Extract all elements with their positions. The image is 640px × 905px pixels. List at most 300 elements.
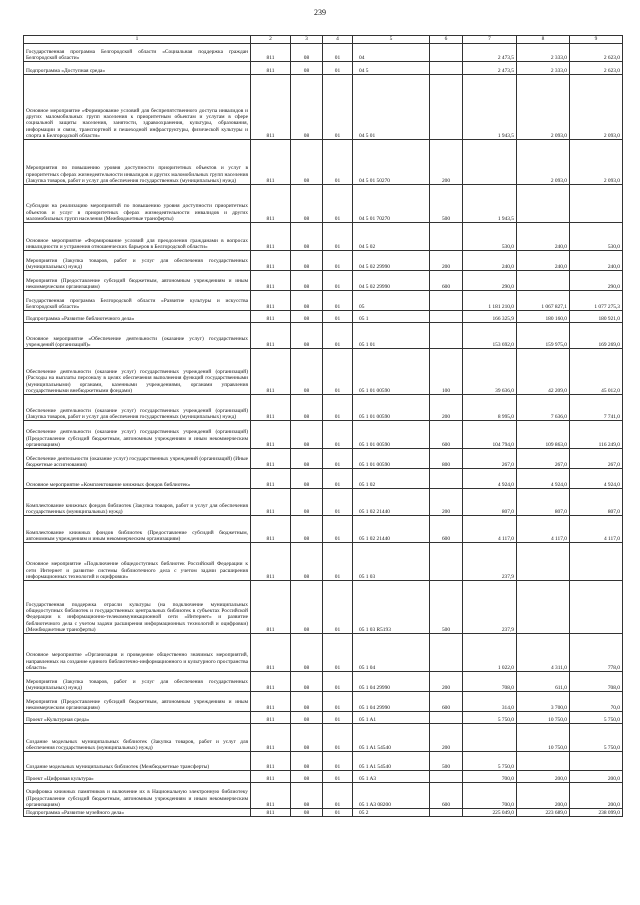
section-code: 08 <box>291 543 323 581</box>
subsection-code: 01 <box>323 271 353 291</box>
ministry-code: 811 <box>251 449 291 469</box>
subsection-code: 01 <box>323 185 353 223</box>
amount-year-1: 5 750,0 <box>463 752 517 771</box>
page-number: 239 <box>314 8 326 17</box>
subsection-code: 01 <box>323 223 353 251</box>
amount-year-2 <box>517 581 570 634</box>
amount-year-2: 240,0 <box>517 223 570 251</box>
target-article-code: 04 5 02 29990 <box>353 271 430 291</box>
target-article-code: 05 2 <box>353 809 430 817</box>
table-row <box>24 323 623 349</box>
table-row <box>24 581 623 634</box>
col-header: 4 <box>323 36 353 44</box>
subsection-code: 01 <box>323 421 353 449</box>
subsection-code: 01 <box>323 809 353 817</box>
subsection-code: 01 <box>323 311 353 323</box>
subsection-code: 01 <box>323 449 353 469</box>
ministry-code: 811 <box>251 724 291 752</box>
row-description: Комплектование книжных фондов библиотек (Предоставление субсидий бюджетным, автономным учреждениям и иным некоммерческим организациям) <box>24 516 251 543</box>
section-code: 08 <box>291 489 323 516</box>
table-row <box>24 44 623 62</box>
subsection-code: 01 <box>323 672 353 692</box>
row-description: Субсидии на реализацию мероприятий по повышению уровня доступности приоритетных объектов и услуг в приоритетных сферах жизнедеятельности инвалидов и других маломобильных групп населения (Межбюджетные трансферты) <box>24 185 251 223</box>
section-code: 08 <box>291 291 323 311</box>
section-code: 08 <box>291 349 323 395</box>
ministry-code: 811 <box>251 291 291 311</box>
expense-type-code: 200 <box>430 140 463 185</box>
amount-year-1: 39 636,0 <box>463 349 517 395</box>
section-code: 08 <box>291 44 323 62</box>
ministry-code: 811 <box>251 44 291 62</box>
amount-year-3 <box>570 752 623 771</box>
table-row <box>24 251 623 271</box>
subsection-code: 01 <box>323 771 353 783</box>
target-article-code: 05 1 01 <box>353 323 430 349</box>
ministry-code: 811 <box>251 469 291 489</box>
expense-type-code <box>430 469 463 489</box>
row-description: Оцифровка книжных памятников и включение их в Национальную электронную библиотеку (Предоставление субсидий бюджетным, автономным учреждениям и иным некоммерческим организациям) <box>24 783 251 809</box>
section-code: 08 <box>291 223 323 251</box>
subsection-code: 01 <box>323 543 353 581</box>
amount-year-2: 10 750,0 <box>517 724 570 752</box>
table-row <box>24 349 623 395</box>
ministry-code: 811 <box>251 75 291 140</box>
row-description: Обеспечение деятельности (оказание услуг) государственных учреждений (организаций) (Иные бюджетные ассигнования) <box>24 449 251 469</box>
amount-year-2: 109 863,0 <box>517 421 570 449</box>
target-article-code: 04 5 01 70270 <box>353 185 430 223</box>
amount-year-1: 807,0 <box>463 489 517 516</box>
section-code: 08 <box>291 692 323 712</box>
section-code: 08 <box>291 672 323 692</box>
row-description: Подпрограмма «Развитие музейного дела» <box>24 809 251 817</box>
col-header: 9 <box>570 36 623 44</box>
amount-year-2: 2 333,0 <box>517 62 570 75</box>
expense-type-code: 200 <box>430 251 463 271</box>
row-description: Создание модельных муниципальных библиотек (Закупка товаров, работ и услуг для обеспечения государственных (муниципальных) нужд) <box>24 724 251 752</box>
section-code: 08 <box>291 771 323 783</box>
table-row <box>24 311 623 323</box>
target-article-code: 05 1 A1 54540 <box>353 724 430 752</box>
row-description: Основное мероприятие «Формирование условий для беспрепятственного доступа инвалидов и других маломобильных групп населения к приоритетным объектам и услугам в сфере социальной защиты населения, занятости, здравоохранения, культуры, образования, информации и связи, транспортной и пешеходной инфраструктуры, физической культуры и спорта в Белгородской области» <box>24 75 251 140</box>
table-row <box>24 75 623 140</box>
target-article-code: 05 1 A1 <box>353 712 430 724</box>
target-article-code: 04 5 02 29990 <box>353 251 430 271</box>
expense-type-code <box>430 323 463 349</box>
amount-year-1: 530,0 <box>463 223 517 251</box>
table-row <box>24 223 623 251</box>
section-code: 08 <box>291 311 323 323</box>
table-row <box>24 809 623 817</box>
expense-type-code: 200 <box>430 395 463 421</box>
target-article-code: 05 1 03 <box>353 543 430 581</box>
amount-year-1: 104 794,0 <box>463 421 517 449</box>
amount-year-1 <box>463 140 517 185</box>
amount-year-1: 2 473,5 <box>463 62 517 75</box>
table-row <box>24 516 623 543</box>
col-header: 2 <box>251 36 291 44</box>
amount-year-1: 240,0 <box>463 251 517 271</box>
expense-type-code <box>430 634 463 672</box>
target-article-code: 05 1 A3 <box>353 771 430 783</box>
subsection-code: 01 <box>323 75 353 140</box>
ministry-code: 811 <box>251 692 291 712</box>
row-description: Подпрограмма «Развитие библиотечного дела» <box>24 311 251 323</box>
target-article-code: 05 1 A1 54540 <box>353 752 430 771</box>
amount-year-1: 1 943,5 <box>463 185 517 223</box>
amount-year-1: 5 750,0 <box>463 712 517 724</box>
amount-year-2: 7 636,0 <box>517 395 570 421</box>
expense-type-code: 600 <box>430 692 463 712</box>
subsection-code: 01 <box>323 62 353 75</box>
amount-year-2: 1 067 827,1 <box>517 291 570 311</box>
ministry-code: 811 <box>251 581 291 634</box>
amount-year-3: 70,0 <box>570 692 623 712</box>
ministry-code: 811 <box>251 349 291 395</box>
col-header: 3 <box>291 36 323 44</box>
table-row <box>24 672 623 692</box>
amount-year-3: 4 924,0 <box>570 469 623 489</box>
expense-type-code <box>430 62 463 75</box>
target-article-code: 05 1 01 00590 <box>353 395 430 421</box>
section-code: 08 <box>291 421 323 449</box>
amount-year-2: 200,0 <box>517 783 570 809</box>
ministry-code: 811 <box>251 489 291 516</box>
amount-year-2: 611,0 <box>517 672 570 692</box>
section-code: 08 <box>291 323 323 349</box>
amount-year-3: 2 623,0 <box>570 44 623 62</box>
header-row <box>24 36 623 44</box>
subsection-code: 01 <box>323 489 353 516</box>
amount-year-1: 1 022,0 <box>463 634 517 672</box>
section-code: 08 <box>291 809 323 817</box>
amount-year-2: 3 700,0 <box>517 692 570 712</box>
amount-year-3 <box>570 581 623 634</box>
subsection-code: 01 <box>323 581 353 634</box>
ministry-code: 811 <box>251 543 291 581</box>
expense-type-code <box>430 543 463 581</box>
section-code: 08 <box>291 449 323 469</box>
amount-year-2: 4 117,0 <box>517 516 570 543</box>
row-description: Мероприятия (Закупка товаров, работ и услуг для обеспечения государственных (муниципальных) нужд) <box>24 672 251 692</box>
ministry-code: 811 <box>251 62 291 75</box>
amount-year-1: 237,9 <box>463 581 517 634</box>
expense-type-code: 200 <box>430 724 463 752</box>
amount-year-2: 4 311,0 <box>517 634 570 672</box>
amount-year-2: 240,0 <box>517 251 570 271</box>
amount-year-3: 2 623,0 <box>570 62 623 75</box>
amount-year-2: 267,0 <box>517 449 570 469</box>
table-row <box>24 62 623 75</box>
table-row <box>24 712 623 724</box>
table-row <box>24 469 623 489</box>
table-row <box>24 771 623 783</box>
expense-type-code: 600 <box>430 783 463 809</box>
section-code: 08 <box>291 516 323 543</box>
amount-year-3: 2 093,0 <box>570 75 623 140</box>
table-row <box>24 140 623 185</box>
table-row <box>24 783 623 809</box>
amount-year-1: 2 473,5 <box>463 44 517 62</box>
amount-year-2: 2 333,0 <box>517 44 570 62</box>
table-row <box>24 752 623 771</box>
amount-year-3: 807,0 <box>570 489 623 516</box>
target-article-code: 05 1 04 <box>353 634 430 672</box>
amount-year-3: 290,0 <box>570 271 623 291</box>
ministry-code: 811 <box>251 771 291 783</box>
amount-year-1: 1 181 210,0 <box>463 291 517 311</box>
expense-type-code <box>430 809 463 817</box>
subsection-code: 01 <box>323 251 353 271</box>
amount-year-1 <box>463 724 517 752</box>
amount-year-2: 200,0 <box>517 771 570 783</box>
table-row <box>24 489 623 516</box>
amount-year-3: 240,0 <box>570 251 623 271</box>
table-row <box>24 271 623 291</box>
section-code: 08 <box>291 581 323 634</box>
expense-type-code: 500 <box>430 752 463 771</box>
amount-year-3: 116 249,0 <box>570 421 623 449</box>
row-description: Государственная программа Белгородской области «Развитие культуры и искусства Белгородской области» <box>24 291 251 311</box>
expense-type-code: 200 <box>430 672 463 692</box>
table-row <box>24 185 623 223</box>
subsection-code: 01 <box>323 44 353 62</box>
row-description: Комплектование книжных фондов библиотек (Закупка товаров, работ и услуг для обеспечения государственных (муниципальных) нужд) <box>24 489 251 516</box>
expense-type-code <box>430 771 463 783</box>
section-code: 08 <box>291 62 323 75</box>
target-article-code: 04 5 <box>353 62 430 75</box>
amount-year-3: 180 921,0 <box>570 311 623 323</box>
subsection-code: 01 <box>323 140 353 185</box>
row-description: Мероприятия (Закупка товаров, работ и услуг для обеспечения государственных (муниципальных) нужд) <box>24 251 251 271</box>
ministry-code: 811 <box>251 223 291 251</box>
table-row <box>24 543 623 581</box>
target-article-code: 05 1 02 <box>353 469 430 489</box>
amount-year-1: 700,0 <box>463 783 517 809</box>
amount-year-3 <box>570 185 623 223</box>
target-article-code: 04 5 01 50270 <box>353 140 430 185</box>
amount-year-2 <box>517 185 570 223</box>
expense-type-code: 600 <box>430 516 463 543</box>
table-row <box>24 449 623 469</box>
table-row <box>24 291 623 311</box>
target-article-code: 05 1 02 21440 <box>353 489 430 516</box>
table-row <box>24 395 623 421</box>
expense-type-code <box>430 712 463 724</box>
amount-year-3: 530,0 <box>570 223 623 251</box>
ministry-code: 811 <box>251 783 291 809</box>
amount-year-3: 267,0 <box>570 449 623 469</box>
amount-year-3: 2 093,0 <box>570 140 623 185</box>
amount-year-1: 166 325,9 <box>463 311 517 323</box>
section-code: 08 <box>291 752 323 771</box>
amount-year-3: 200,0 <box>570 783 623 809</box>
amount-year-2: 10 750,0 <box>517 712 570 724</box>
amount-year-1: 4 924,0 <box>463 469 517 489</box>
budget-table <box>23 35 623 817</box>
amount-year-2 <box>517 271 570 291</box>
subsection-code: 01 <box>323 752 353 771</box>
ministry-code: 811 <box>251 421 291 449</box>
ministry-code: 811 <box>251 752 291 771</box>
subsection-code: 01 <box>323 395 353 421</box>
amount-year-2: 2 093,0 <box>517 75 570 140</box>
table-row <box>24 724 623 752</box>
target-article-code: 05 1 02 21440 <box>353 516 430 543</box>
expense-type-code <box>430 311 463 323</box>
target-article-code: 04 5 01 <box>353 75 430 140</box>
row-description: Подпрограмма «Доступная среда» <box>24 62 251 75</box>
row-description: Мероприятия по повышению уровня доступности приоритетных объектов и услуг в приоритетных сферах жизнедеятельности инвалидов и других маломобильных групп населения (Закупка товаров, работ и услуг для обеспечения государственных (муниципальных) нужд) <box>24 140 251 185</box>
amount-year-2: 42 209,0 <box>517 349 570 395</box>
amount-year-3: 5 750,0 <box>570 712 623 724</box>
amount-year-3: 238 099,0 <box>570 809 623 817</box>
target-article-code: 05 1 <box>353 311 430 323</box>
table-row <box>24 692 623 712</box>
amount-year-2 <box>517 543 570 581</box>
row-description: Основное мероприятие «Организация и проведение общественно значимых мероприятий, направленных на создание единого библиотечно-информационного и культурного пространства области» <box>24 634 251 672</box>
expense-type-code: 500 <box>430 185 463 223</box>
ministry-code: 811 <box>251 395 291 421</box>
row-description: Мероприятия (Предоставление субсидий бюджетным, автономным учреждениям и иным некоммерческим организациям) <box>24 271 251 291</box>
target-article-code: 05 1 04 29990 <box>353 692 430 712</box>
ministry-code: 811 <box>251 712 291 724</box>
ministry-code: 811 <box>251 271 291 291</box>
target-article-code: 05 1 01 00590 <box>353 349 430 395</box>
ministry-code: 811 <box>251 672 291 692</box>
section-code: 08 <box>291 712 323 724</box>
amount-year-3: 200,0 <box>570 771 623 783</box>
amount-year-1: 153 692,0 <box>463 323 517 349</box>
section-code: 08 <box>291 271 323 291</box>
amount-year-1: 708,0 <box>463 672 517 692</box>
amount-year-3: 7 741,0 <box>570 395 623 421</box>
section-code: 08 <box>291 185 323 223</box>
target-article-code: 05 1 01 00590 <box>353 449 430 469</box>
amount-year-3 <box>570 543 623 581</box>
ministry-code: 811 <box>251 323 291 349</box>
amount-year-2: 180 160,0 <box>517 311 570 323</box>
row-description: Обеспечение деятельности (оказание услуг) государственных учреждений (организаций) (Предоставление субсидий бюджетным, автономным учреждениям и иным некоммерческим организациям) <box>24 421 251 449</box>
row-description: Мероприятия (Предоставление субсидий бюджетным, автономным учреждениям и иным некоммерческим организациям) <box>24 692 251 712</box>
col-header: 5 <box>353 36 430 44</box>
target-article-code: 05 <box>353 291 430 311</box>
section-code: 08 <box>291 395 323 421</box>
amount-year-3: 45 012,0 <box>570 349 623 395</box>
target-article-code: 05 1 03 R5193 <box>353 581 430 634</box>
row-description: Государственная программа Белгородской области «Социальная поддержка граждан Белгородской области» <box>24 44 251 62</box>
expense-type-code: 600 <box>430 421 463 449</box>
section-code: 08 <box>291 783 323 809</box>
amount-year-1: 8 995,0 <box>463 395 517 421</box>
expense-type-code: 500 <box>430 581 463 634</box>
row-description: Обеспечение деятельности (оказание услуг) государственных учреждений (организаций) (Расходы на выплаты персоналу в целях обеспечения выполнения функций государственными (муниципальными) органами, казенными учреждениями, органами управления государственными внебюджетными фондами) <box>24 349 251 395</box>
amount-year-2: 807,0 <box>517 489 570 516</box>
section-code: 08 <box>291 75 323 140</box>
row-description: Создание модельных муниципальных библиотек (Межбюджетные трансферты) <box>24 752 251 771</box>
row-description: Основное мероприятие «Обеспечение деятельности (оказание услуг) государственных учреждений (организаций)» <box>24 323 251 349</box>
subsection-code: 01 <box>323 692 353 712</box>
subsection-code: 01 <box>323 349 353 395</box>
amount-year-3: 778,0 <box>570 634 623 672</box>
subsection-code: 01 <box>323 323 353 349</box>
expense-type-code <box>430 223 463 251</box>
expense-type-code: 600 <box>430 271 463 291</box>
amount-year-3: 169 269,0 <box>570 323 623 349</box>
target-article-code: 04 5 02 <box>353 223 430 251</box>
col-header: 8 <box>517 36 570 44</box>
amount-year-1: 1 943,5 <box>463 75 517 140</box>
amount-year-2 <box>517 752 570 771</box>
amount-year-2: 4 924,0 <box>517 469 570 489</box>
target-article-code: 05 1 A3 08200 <box>353 783 430 809</box>
amount-year-2: 159 975,0 <box>517 323 570 349</box>
section-code: 08 <box>291 140 323 185</box>
col-header: 6 <box>430 36 463 44</box>
expense-type-code <box>430 75 463 140</box>
ministry-code: 811 <box>251 516 291 543</box>
table-row <box>24 421 623 449</box>
table-row <box>24 634 623 672</box>
ministry-code: 811 <box>251 634 291 672</box>
row-description: Государственная поддержка отрасли культуры (на подключение муниципальных общедоступных библиотек и государственных центральных библиотек в субъектах Российской Федерации к информационно-телекоммуникационной сети «Интернет» и развитие библиотечного дела с учетом задачи расширения информационных технологий и оцифровки) (Межбюджетные трансферты) <box>24 581 251 634</box>
subsection-code: 01 <box>323 712 353 724</box>
subsection-code: 01 <box>323 516 353 543</box>
target-article-code: 04 <box>353 44 430 62</box>
amount-year-3: 708,0 <box>570 672 623 692</box>
section-code: 08 <box>291 634 323 672</box>
amount-year-1: 314,0 <box>463 692 517 712</box>
subsection-code: 01 <box>323 783 353 809</box>
row-description: Проект «Цифровая культура» <box>24 771 251 783</box>
col-header: 7 <box>463 36 517 44</box>
ministry-code: 811 <box>251 311 291 323</box>
amount-year-3: 5 750,0 <box>570 724 623 752</box>
row-description: Проект «Культурная среда» <box>24 712 251 724</box>
amount-year-1: 290,0 <box>463 271 517 291</box>
ministry-code: 811 <box>251 140 291 185</box>
section-code: 08 <box>291 724 323 752</box>
subsection-code: 01 <box>323 469 353 489</box>
expense-type-code <box>430 44 463 62</box>
amount-year-2: 223 689,0 <box>517 809 570 817</box>
target-article-code: 05 1 04 29990 <box>353 672 430 692</box>
row-description: Обеспечение деятельности (оказание услуг) государственных учреждений (организаций) (Закупка товаров, работ и услуг для обеспечения государственных (муниципальных) нужд) <box>24 395 251 421</box>
expense-type-code: 100 <box>430 349 463 395</box>
amount-year-1: 225 049,0 <box>463 809 517 817</box>
amount-year-3: 4 117,0 <box>570 516 623 543</box>
expense-type-code: 800 <box>430 449 463 469</box>
table-body <box>24 44 623 817</box>
amount-year-3: 1 077 275,3 <box>570 291 623 311</box>
section-code: 08 <box>291 251 323 271</box>
section-code: 08 <box>291 469 323 489</box>
amount-year-1: 4 117,0 <box>463 516 517 543</box>
amount-year-1: 700,0 <box>463 771 517 783</box>
amount-year-1: 267,0 <box>463 449 517 469</box>
subsection-code: 01 <box>323 724 353 752</box>
amount-year-2: 2 093,0 <box>517 140 570 185</box>
amount-year-1: 237,9 <box>463 543 517 581</box>
subsection-code: 01 <box>323 291 353 311</box>
col-header: 1 <box>24 36 251 44</box>
row-description: Основное мероприятие «Комплектование книжных фондов библиотек» <box>24 469 251 489</box>
ministry-code: 811 <box>251 185 291 223</box>
row-description: Основное мероприятие «Формирование условий для преодоления гражданами в вопросах инвалидности и устранения отношенческих барьеров в Белгородской области» <box>24 223 251 251</box>
expense-type-code <box>430 291 463 311</box>
target-article-code: 05 1 01 00590 <box>353 421 430 449</box>
ministry-code: 811 <box>251 809 291 817</box>
subsection-code: 01 <box>323 634 353 672</box>
